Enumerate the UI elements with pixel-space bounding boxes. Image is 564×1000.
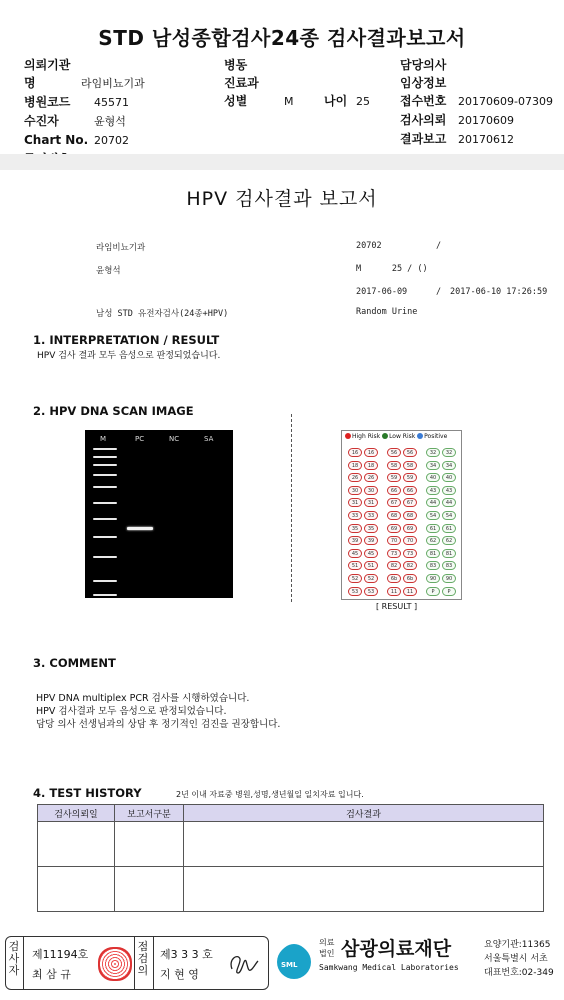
info-date-sep: /	[436, 287, 442, 297]
grid-cell: 18	[364, 461, 378, 470]
tester-seal-icon	[98, 947, 132, 981]
ward-label: 병동	[224, 58, 248, 72]
hospital-code-value: 45571	[94, 96, 129, 109]
grid-cell: P	[442, 587, 456, 596]
header-right	[400, 56, 553, 149]
grid-cell: 81	[426, 549, 440, 558]
grid-cell: 56	[387, 448, 401, 457]
info-chart: 20702	[356, 241, 382, 251]
grid-cell: 6b	[403, 574, 417, 583]
comment-line: HPV DNA multiplex PCR 검사를 시행하였습니다.	[36, 693, 250, 704]
grid-cell: 67	[403, 498, 417, 507]
pc-band	[127, 527, 153, 530]
grid-cell: 16	[364, 448, 378, 457]
grid-cell: P	[426, 587, 440, 596]
org-name: 삼광의료재단	[341, 938, 452, 960]
reviewer-label: 점검의	[137, 940, 149, 977]
signature-icon	[226, 949, 262, 979]
info-test-name: 남성 STD 유전자검사(24종+HPV)	[96, 309, 229, 319]
grid-cell: 31	[348, 498, 362, 507]
reviewer-name: 지 현 영	[160, 968, 199, 981]
ladder-band	[93, 556, 117, 558]
age-label: 나이	[324, 94, 348, 108]
grid-cell: 44	[426, 498, 440, 507]
request-label: 검사의뢰	[400, 113, 447, 127]
gel-image	[85, 430, 233, 598]
receipt-value: 20170609-07309	[458, 95, 553, 108]
reviewer-no: 제3 3 3 호	[160, 948, 213, 961]
history-table	[37, 804, 544, 912]
grid-cell: 62	[426, 536, 440, 545]
grid-cell: 53	[348, 587, 362, 596]
info-date-to: 2017-06-10 17:26:59	[450, 287, 548, 297]
gel-lane-pc: PC	[135, 435, 145, 443]
sex-value: M	[284, 95, 294, 108]
grid-cell: 51	[348, 561, 362, 570]
grid-cell: 30	[364, 486, 378, 495]
grid-cell: 6b	[387, 574, 401, 583]
grid-cell: 69	[403, 524, 417, 533]
grid-cell: 26	[348, 473, 362, 482]
low-risk-dot	[382, 433, 388, 439]
ladder-band	[93, 518, 117, 520]
dept-label: 진료과	[224, 76, 259, 90]
grid-cell: 26	[364, 473, 378, 482]
grid-cell: 90	[442, 574, 456, 583]
info-patient: 윤형석	[96, 266, 121, 276]
hpv-report-title: HPV 검사결과 보고서	[186, 188, 378, 210]
grid-cell: 35	[348, 524, 362, 533]
table-row	[38, 822, 544, 867]
report-title: STD 남성종합검사24종 검사결과보고서	[98, 26, 466, 50]
legend-high: High Risk	[352, 433, 381, 440]
grid-caption: [ RESULT ]	[376, 602, 418, 611]
result-value: 20170612	[458, 133, 514, 146]
legend-positive: Positive	[424, 433, 448, 440]
header-left	[24, 56, 145, 169]
grid-cell: 70	[403, 536, 417, 545]
interp-text: HPV 검사 결과 모두 음성으로 판정되었습니다.	[37, 351, 221, 361]
grid-cell: 43	[426, 486, 440, 495]
grid-cell: 34	[426, 461, 440, 470]
separator-band	[0, 154, 564, 170]
ladder-band	[93, 580, 117, 582]
tester-label: 검사자	[8, 940, 20, 977]
gel-lane-sa: SA	[204, 435, 214, 443]
grid-cell: 66	[403, 486, 417, 495]
grid-cell: 39	[364, 536, 378, 545]
info-slash: /	[436, 241, 442, 251]
chart-value: 20702	[94, 134, 129, 147]
grid-cell: 68	[387, 511, 401, 520]
chart-label: Chart No.	[24, 133, 89, 147]
grid-cell: 73	[387, 549, 401, 558]
grid-cell: 69	[387, 524, 401, 533]
grid-cell: 43	[442, 486, 456, 495]
grid-cell: 83	[442, 561, 456, 570]
grid-cell: 31	[364, 498, 378, 507]
ladder-band	[93, 536, 117, 538]
grid-cell: 30	[348, 486, 362, 495]
org-logo-icon	[272, 936, 316, 980]
grid-cell: 39	[348, 536, 362, 545]
ladder-band	[93, 502, 117, 504]
comment-body	[36, 692, 280, 731]
grid-cell: 32	[442, 448, 456, 457]
high-risk-dot	[345, 433, 351, 439]
grid-cell: 68	[403, 511, 417, 520]
grid-cell: 54	[426, 511, 440, 520]
grid-cell: 67	[387, 498, 401, 507]
grid-cell: 82	[387, 561, 401, 570]
org-en: Samkwang Medical Laboratories	[319, 963, 459, 972]
hospital-code-label: 병원코드	[24, 95, 71, 109]
legend-low: Low Risk	[389, 433, 416, 440]
info-sex-age: M 25 / ()	[356, 264, 428, 274]
gel-lane-m: M	[100, 435, 107, 443]
divider-line	[291, 414, 292, 602]
grid-cell: 35	[364, 524, 378, 533]
org-line2: 서울특별시 서초	[484, 954, 548, 964]
grid-cell: 53	[364, 587, 378, 596]
info-date-from: 2017-06-09	[356, 287, 408, 297]
ladder-band	[93, 464, 117, 466]
patient-value: 윤형석	[94, 115, 126, 128]
result-label: 결과보고	[400, 132, 447, 146]
grid-cell: 83	[426, 561, 440, 570]
grid-cell: 52	[348, 574, 362, 583]
grid-cell: 18	[348, 461, 362, 470]
positive-dot	[417, 433, 423, 439]
comment-title: 3. COMMENT	[33, 656, 116, 670]
interp-title: 1. INTERPRETATION / RESULT	[33, 333, 220, 347]
grid-cell: 52	[364, 574, 378, 583]
org-line1: 요양기관:11365	[484, 940, 551, 950]
grid-cell: 62	[442, 536, 456, 545]
grid-legend	[345, 433, 447, 440]
grid-cell: 45	[348, 549, 362, 558]
request-value: 20170609	[458, 114, 514, 127]
tester-no: 제11194호	[32, 948, 89, 961]
ladder-band	[93, 474, 117, 476]
grid-cell: 66	[387, 486, 401, 495]
grid-cell: 61	[426, 524, 440, 533]
grid-cell: 90	[426, 574, 440, 583]
info-specimen: Random Urine	[356, 307, 418, 317]
ladder-band	[93, 486, 117, 488]
grid-cell: 32	[426, 448, 440, 457]
ladder-band	[93, 448, 117, 450]
tester-name: 최 삼 규	[32, 968, 71, 981]
grid-cell: 82	[403, 561, 417, 570]
history-header: 검사의뢰일	[38, 805, 115, 822]
org-prefix: 의료법인	[319, 938, 335, 958]
receipt-label: 접수번호	[400, 94, 447, 108]
footer	[0, 934, 564, 1000]
grid-cell: 73	[403, 549, 417, 558]
institution-label: 의뢰기관명	[24, 58, 71, 90]
info-institution: 라임비뇨기과	[96, 243, 146, 253]
scan-title: 2. HPV DNA SCAN IMAGE	[33, 404, 194, 418]
comment-line: 담당 의사 선생님과의 상담 후 정기적인 검진을 권장합니다.	[36, 719, 281, 730]
grid-cell: 56	[403, 448, 417, 457]
grid-cell: 61	[442, 524, 456, 533]
age-value: 25	[356, 95, 370, 108]
sex-label: 성별	[224, 94, 248, 108]
grid-cell: 11	[387, 587, 401, 596]
org-logo-text: SML	[281, 961, 298, 969]
history-note: 2년 이내 자료중 병원,성명,생년월일 일치자료 입니다.	[176, 790, 364, 799]
grid-cell: 54	[442, 511, 456, 520]
history-title: 4. TEST HISTORY	[33, 786, 142, 800]
org-line3: 대표번호:02-349	[484, 968, 554, 978]
grid-cell: 44	[442, 498, 456, 507]
header-middle	[224, 56, 370, 111]
ladder-band	[93, 594, 117, 596]
history-header: 검사결과	[184, 805, 544, 822]
doctor-label: 담당의사	[400, 58, 447, 72]
grid-cell: 11	[403, 587, 417, 596]
grid-cell: 34	[442, 461, 456, 470]
clinical-label: 임상정보	[400, 76, 447, 90]
institution-value: 라임비뇨기과	[81, 77, 145, 90]
result-grid	[341, 430, 462, 600]
grid-cell: 59	[403, 473, 417, 482]
grid-cell: 51	[364, 561, 378, 570]
patient-label: 수진자	[24, 114, 59, 128]
signature-box	[5, 936, 269, 990]
history-header: 보고서구분	[115, 805, 184, 822]
grid-cell: 70	[387, 536, 401, 545]
grid-cell: 33	[364, 511, 378, 520]
grid-cell: 45	[364, 549, 378, 558]
grid-cell: 40	[426, 473, 440, 482]
grid-cell: 33	[348, 511, 362, 520]
grid-cell: 58	[403, 461, 417, 470]
table-row	[38, 867, 544, 912]
grid-cell: 81	[442, 549, 456, 558]
grid-cell: 59	[387, 473, 401, 482]
gel-lane-nc: NC	[169, 435, 180, 443]
ladder-band	[93, 456, 117, 458]
grid-cell: 40	[442, 473, 456, 482]
grid-cell: 16	[348, 448, 362, 457]
grid-cell: 58	[387, 461, 401, 470]
comment-line: HPV 검사결과 모두 음성으로 판정되었습니다.	[36, 706, 227, 717]
